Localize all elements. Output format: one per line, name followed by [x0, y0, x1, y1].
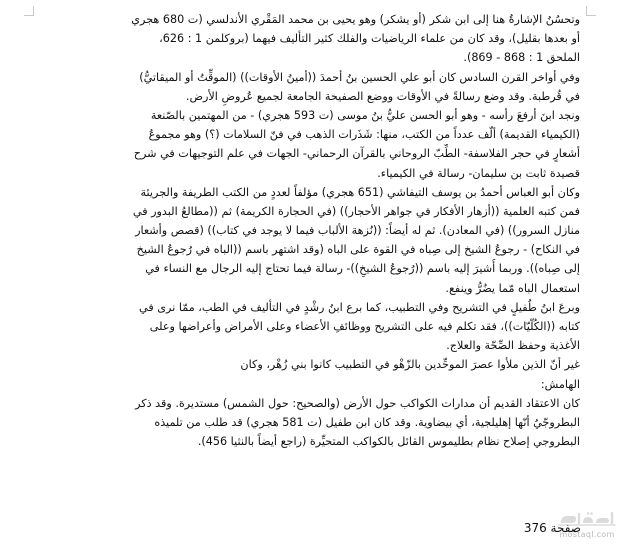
text-line: البطروجي إصلاح نظام بطليموس القائل بالكواكب المتحيِّرة (راجع أيضاً بالنثيا 456).	[197, 435, 580, 449]
text-line: الملحق 1 : 868 - 869).	[463, 51, 580, 65]
text-line: في النكاح) - رجوعُ الشيخ إلى صِباه في القوة على الباه (وقد اشتهر باسم ((الباه في رُجوعُ الشيخ	[136, 243, 580, 257]
text-line: فمن كتبه العلمية ((أزهار الأفكار في جواهر الأحجار)) (في الحجارة الكريمة) ثم ((مطالعُ البدور في	[132, 204, 580, 218]
text-line: أو بعدها بقليل)، وقد كان من علماء الرياضيات والفلك كثير التأليف فيهما (بروكلمن 1 : 626،	[159, 32, 580, 46]
paragraph-ibn-tufayl-ibn-rushd	[66, 298, 580, 356]
text-line: البطروجّيُ أنّها إهليلجية، أي بيضاوية. وقد كان ابن طفيل (ت 581 هجري) قد طلب من تلميذه	[154, 415, 580, 429]
text-line: قصيدة ثابت بن سليمان- رسالة في الكيمياء.	[377, 166, 580, 180]
text-line: (الكيمياء القديمة) ألّف عدداً من الكتب، منها: شَذَرات الذهب في فنّ السلامات (؟) وهو مجموعُ	[148, 128, 580, 142]
text-line: كتابه ((الكُلّيّات))، فقد تكلم فيه على التشريح ووظائفِ الأعضاء وعلى الأمراض وأعراضها وعلى	[149, 320, 580, 333]
text-line: الأغذية وحفظ الصِّحّة والعلاج.	[446, 339, 580, 353]
text-line: إلى صِباه)). وربما أُشيرَ إليه باسم ((رُجوعُ الشيخِ))- رسالة فيما تحتاج إليه الرجال مع النساء في	[145, 262, 580, 276]
text-line: وكان أبو العباس أحمدُ بن يوسف التيفاشي (651 هجري) مؤلفاً لعددٍ من الكتب الطريفة والجريئة	[140, 185, 580, 199]
watermark-domain: mostaql.com	[559, 530, 615, 539]
text-line: أشعارٍ في حجر الفلاسفة- الطِّبّ الروحاني بالقرآن الرحماني- الجهات في علم التوجيهات في شرح	[133, 147, 580, 161]
paragraph-ibn-shukr	[66, 10, 580, 68]
text-line: استعمال الباه مّما يضُرُّ وينفع.	[445, 281, 580, 295]
body-text	[66, 10, 580, 451]
crop-mark-top-left	[24, 6, 34, 16]
text-line: وتحسُنُ الإشارةُ هنا إلى ابن شكر (أو يشكر) وهو يحيى بن محمد المَقْري الأندلسي (ت 680 هجري	[131, 13, 580, 26]
text-line: في قُرطبة. وقد وضع رسالةً في الأوقات ووضع الصفيحة الجامعة لجميع عُروضِ الأرض.	[185, 89, 580, 103]
text-line: وفي أواخر القرن السادس كان أبو علي الحسين بنُ أحمدَ ((أمينُ الأوقات)) (الموقِّتُ أو الميقاتيُّ)	[139, 70, 580, 84]
text-line: وبرعَ ابنُ طُفيلٍ في التشريح وفي التطبيب، كما برع ابنُ رشْدٍ في التأليف في الطب، ممّا نرى في	[139, 300, 580, 314]
page-number: صفحة 376	[523, 521, 581, 535]
text-line: كان الاعتقاد القديم أن مدارات الكواكب حول الأرض (والصحيح: حول الشمس) مستديرة. وقد ذكر	[135, 396, 580, 410]
text-line: ونجد ابنَ أرفعَ رأسه - وهو أبو الحسن عليُّ بنُ موسى (ت 593 هجري) - من المهتمين بالصّنعة	[150, 108, 580, 122]
paragraph-tifashi	[66, 183, 580, 298]
footnote-heading	[66, 375, 580, 394]
footnote-text	[66, 394, 580, 452]
text-line: الهامش:	[540, 377, 580, 391]
paragraph-ibn-arfa-rasuh	[66, 106, 580, 183]
text-line: منازل السرور)) (في المعادن). ثم له أيضاً: ((نُزهة الألباب فيما لا يوجد في كتاب)) (قصص وأشعار	[135, 224, 580, 238]
paragraph-amin-al-awqat	[66, 68, 580, 106]
paragraph-bani-zuhr	[66, 355, 580, 374]
text-line: غير أنّ الذين ملأوا عصرَ الموحِّدين بالزّهْو في التطبيب كانوا بني زُهْر، وكان	[240, 358, 580, 372]
crop-mark-top-right	[586, 6, 596, 16]
